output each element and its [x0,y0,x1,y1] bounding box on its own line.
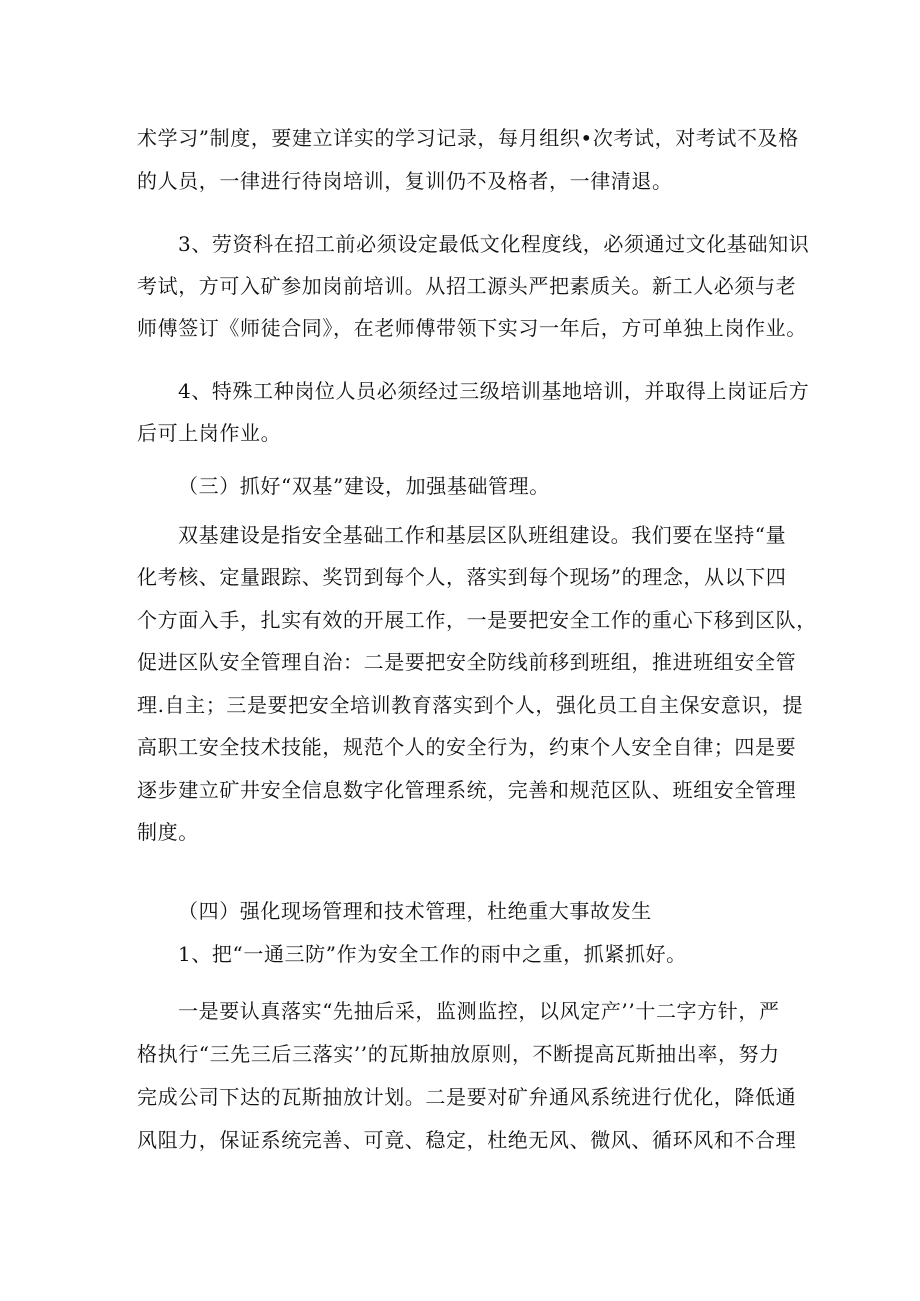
text-line: 风阻力，保证系统完善、可竟、稳定，杜绝无风、微风、循环风和不合理 [137,1128,797,1152]
text-line: 的人员，一律进行待岗培训，复训仍不及格者，一律清退。 [137,169,673,193]
text-line: 一是要认真落实“先抽后采，监测监控，以风定产’’十二字方针，严 [178,999,780,1023]
section-heading: （四）强化现场管理和技术管理，杜绝重大事故发生 [178,899,652,923]
text-line: 术学习”制度，要建立详实的学习记录，每月组织•次考试，对考试不及格 [137,126,799,150]
text-line: 理.自主；三是要把安全培训教育落实到个人，强化员工自主保安意识，提 [137,693,804,717]
text-line: 个方面入手，扎实有效的开展工作，一是要把安全工作的重心下移到区队， [137,608,817,632]
text-line: 化考核、定量跟踪、奖罚到每个人，落实到每个现场”的理念，从以下四 [137,565,787,589]
text-line: 高职工安全技术技能，规范个人的安全行为，约束个人安全自律；四是要 [137,735,797,759]
text-line: 后可上岗作业。 [137,421,282,445]
text-line: 师傅签订《师徒合同》，在老师傅带领下实习一年后，方可单独上岗作业。 [137,316,807,340]
text-line: 考试，方可入矿参加岗前培训。从招工源头严把素质关。新工人必须与老 [137,274,797,298]
text-line: 制度。 [137,820,199,844]
text-line: 1、把“一通三防”作为安全工作的雨中之重，抓紧抓好。 [178,942,687,966]
text-line: 4、特殊工种岗位人员必须经过三级培训基地培训，并取得上岗证后方 [178,379,810,403]
text-line: 格执行“三先三后三落实’’的瓦斯抽放原则，不断提高瓦斯抽出率，努力 [137,1042,780,1066]
text-line: 3、劳资科在招工前必须设定最低文化程度线，必须通过文化基础知识 [178,232,810,256]
text-line: 双基建设是指安全基础工作和基层区队班组建设。我们要在坚持“量 [178,523,787,547]
text-line: 促进区队安全管理自治：二是要把安全防线前移到班组，推进班组安全管 [137,650,797,674]
text-line: 完成公司下达的瓦斯抽放计划。二是要对矿弁通风系统进行优化，降低通 [137,1085,797,1109]
text-line: 逐步建立矿井安全信息数字化管理系统，完善和规范区队、班组安全管理 [137,778,797,802]
section-heading: （三）抓好“双基”建设，加强基础管理。 [178,474,550,498]
